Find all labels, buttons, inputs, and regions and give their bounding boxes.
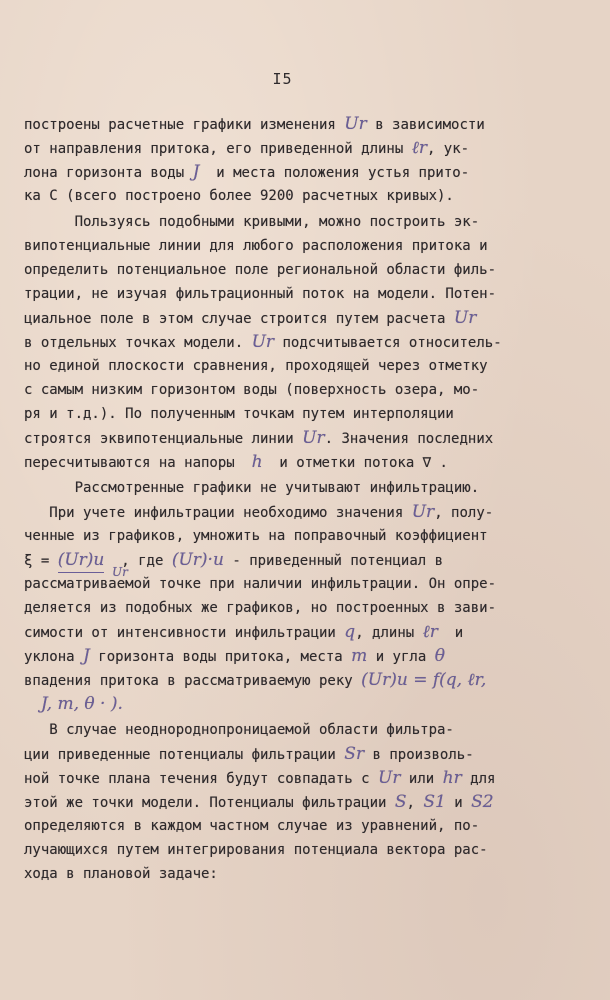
handwritten-symbol: (Ur)·и [171,550,224,570]
text-segment: ной точке плана течения будут совпадать с [24,771,379,787]
text-line [24,718,454,742]
handwritten-symbol: J [192,162,200,182]
text-line [24,790,494,814]
text-line [24,644,445,668]
text-segment: горизонта воды притока, места [89,649,352,665]
text-line [24,814,479,838]
handwritten-symbol: S [394,792,407,812]
text-segment: , ук- [426,141,470,157]
text-line [24,838,488,862]
text-segment: подсчитывается относитель- [274,335,502,351]
text-line [24,258,496,282]
handwritten-symbol: Ur [344,114,367,134]
text-segment: випотенциальные линии для любого расположения притока и [24,238,488,254]
text-segment: ря и т.д.). По полученным точкам путем интерполяции [24,406,454,422]
text-segment: ξ = [24,553,58,569]
handwritten-symbol: (Ur)и [58,548,105,573]
text-line [24,378,479,402]
text-segment: с самым низким горизонтом воды (поверхность озера, мо- [24,382,480,398]
text-segment: - приведенный потенциал в [223,553,444,569]
text-segment: симости от интенсивности инфильтрации [24,625,345,641]
text-segment: ка С (всего построено более 9200 расчетных кривых). [24,188,454,204]
text-line [24,426,493,450]
text-segment: построены расчетные графики изменения [24,117,345,133]
handwritten-symbol: S1 [423,792,446,812]
text-segment: или [400,771,443,787]
text-line [24,330,502,354]
handwritten-symbol: Ur [453,308,477,328]
text-segment: циальное поле в этом случае строится путем расчета [24,311,454,327]
text-segment: определить потенциальное поле региональной области филь- [24,262,497,278]
text-line [24,234,488,258]
fraction-denominator: Ur [112,565,128,579]
text-segment: этой же точки модели. Потенциалы фильтрации [24,795,395,811]
text-line [24,742,474,766]
text-segment: , где [104,553,172,569]
text-segment: При учете инфильтрации необходимо значения [24,505,412,521]
handwritten-symbol: h [251,452,263,472]
text-line [24,136,469,160]
text-line [24,160,469,184]
text-line [24,620,463,644]
page-number: I5 [272,70,293,88]
text-segment: от направления притока, его приведенной длины [24,141,412,157]
handwritten-symbol: Ur [378,768,401,788]
text-segment: , длины [355,625,423,641]
text-line [24,524,488,548]
text-line [24,500,493,524]
text-segment: для [461,771,496,787]
text-segment: Пользуясь подобными кривыми, можно построить эк- [24,214,480,230]
text-segment: . Значения последних [324,431,494,447]
text-segment: и [437,625,464,641]
text-segment: ции приведенные потенциалы фильтрации [24,747,345,763]
text-line [24,306,476,330]
handwritten-symbol: S2 [471,792,494,812]
text-segment: В случае неоднороднопроницаемой области фильтра- [24,722,454,738]
text-segment: в отдельных точках модели. [24,335,252,351]
handwritten-symbol: J [83,646,90,666]
text-segment: деляется из подобных же графиков, но построенных в зави- [24,600,497,616]
text-line [24,112,485,136]
text-segment [24,697,41,713]
text-line [24,402,454,426]
text-line [24,766,495,790]
text-segment: хода в плановой задаче: [24,866,218,882]
text-segment: в зависимости [366,117,485,133]
text-segment: и места положения устья прито- [199,165,470,181]
text-line [24,354,488,378]
text-line [24,572,496,596]
text-line [24,282,496,306]
text-line [24,596,496,620]
text-segment: Рассмотренные графики не учитывают инфильтрацию. [24,480,480,496]
text-segment: , полу- [434,505,494,521]
text-segment: , [406,795,424,811]
text-segment: и угла [367,649,435,665]
text-line [24,476,479,500]
handwritten-symbol: θ [434,646,445,666]
text-line [24,862,218,886]
handwritten-symbol: ℓr [422,622,438,642]
handwritten-symbol: q [344,622,356,642]
text-segment: лучающихся путем интегрирования потенциала вектора рас- [24,842,488,858]
handwritten-symbol: Ur [302,428,325,448]
text-segment: и отметки потока ∇ . [262,455,448,471]
handwritten-symbol: ℓr [411,138,427,158]
text-segment: трации, не изучая фильтрационный поток на модели. Потен- [24,286,497,302]
handwritten-symbol: J, m, θ · ). [40,694,123,714]
handwritten-symbol: Sr [344,744,365,764]
handwritten-symbol: Ur [411,502,435,522]
text-segment: ченные из графиков, умножить на поправочный коэффициент [24,528,488,544]
text-line [24,210,479,234]
text-segment: уклона [24,649,84,665]
text-line [24,668,486,692]
text-segment: определяются в каждом частном случае из уравнений, по- [24,818,480,834]
text-segment: пересчитываются на напоры [24,455,252,471]
text-segment: лона горизонта воды [24,165,193,181]
text-line [24,548,443,572]
text-segment: но единой плоскости сравнения, проходящей через отметку [24,358,488,374]
text-line [24,184,454,208]
text-line [24,692,123,716]
handwritten-symbol: Ur [251,332,275,352]
text-segment: и [445,795,472,811]
text-segment: рассматриваемой точке при наличии инфильтрации. Он опре- [24,576,497,592]
text-segment: впадения притока в рассматриваемую реку [24,673,362,689]
text-segment: строятся эквипотенциальные линии [24,431,303,447]
handwritten-symbol: hr [442,768,462,788]
handwritten-symbol: m [351,646,368,666]
text-line [24,450,448,474]
handwritten-symbol: (Ur)и = f(q, ℓr, [361,670,487,690]
text-segment: в произволь- [364,747,474,763]
